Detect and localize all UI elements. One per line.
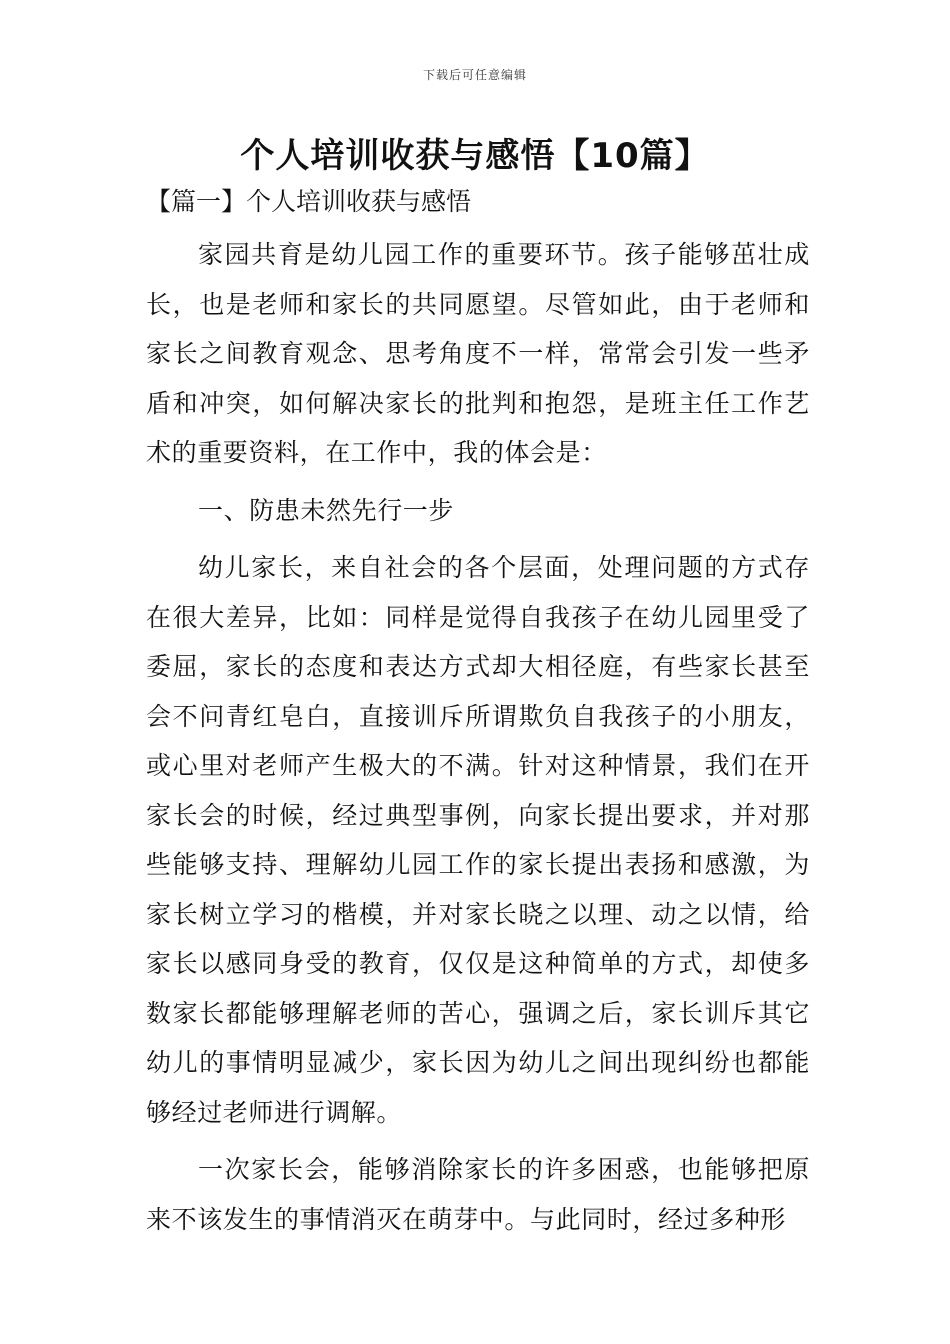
document-title: 个人培训收获与感悟【10篇】 bbox=[240, 136, 710, 176]
document-body bbox=[146, 230, 810, 1252]
section-heading: 【篇一】个人培训收获与感悟 bbox=[146, 187, 472, 216]
paragraph-intro: 家园共育是幼儿园工作的重要环节。孩子能够茁壮成长，也是老师和家长的共同愿望。尽管如此，由于老师和家长之间教育观念、思考角度不一样，常常会引发一些矛盾和冲突，如何解决家长的批判和抱怨，是班主任工作艺术的重要资料，在工作中，我的体会是： bbox=[146, 240, 810, 467]
header-note: 下载后可任意编辑 bbox=[422, 68, 527, 82]
paragraph-parents: 幼儿家长，来自社会的各个层面，处理问题的方式存在很大差异，比如：同样是觉得自我孩子在幼儿园里受了委屈，家长的态度和表达方式却大相径庭，有些家长甚至会不问青红皂白，直接训斥所谓欺负自我孩子的小朋友，或心里对老师产生极大的不满。针对这种情景，我们在开家长会的时候，经过典型事例，向家长提出要求，并对那些能够支持、理解幼儿园工作的家长提出表扬和感激，为家长树立学习的楷模，并对家长晓之以理、动之以情，给家长以感同身受的教育，仅仅是这种简单的方式，却使多数家长都能够理解老师的苦心，强调之后，家长训斥其它幼儿的事情明显减少，家长因为幼儿之间出现纠纷也都能够经过老师进行调解。 bbox=[146, 553, 810, 1127]
subheading-prevention: 一、防患未然先行一步 bbox=[198, 495, 455, 525]
paragraph-meeting: 一次家长会，能够消除家长的许多困惑，也能够把原来不该发生的事情消灭在萌芽中。与此同时，经过多种形 bbox=[146, 1155, 810, 1234]
